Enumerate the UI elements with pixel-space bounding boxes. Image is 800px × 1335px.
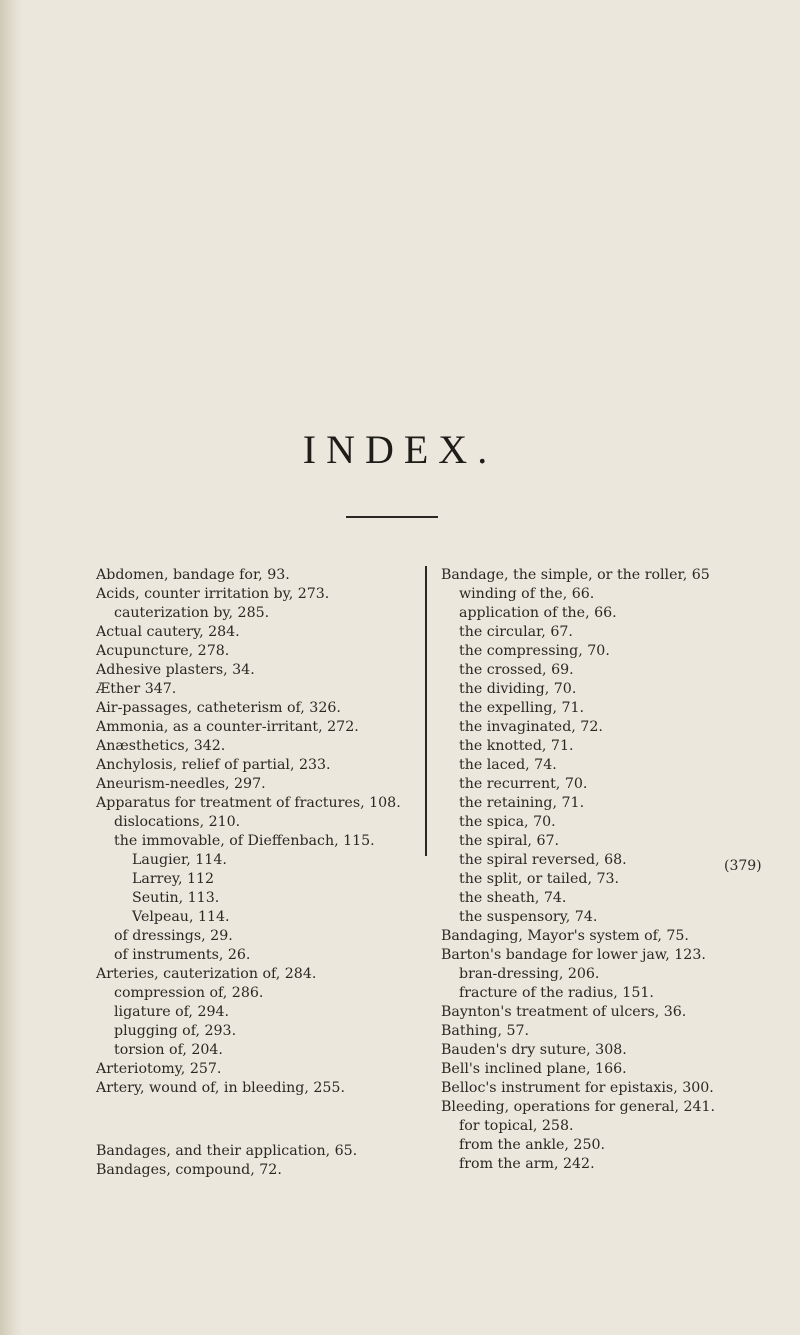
index-entry: fracture of the radius, 151. [459, 985, 654, 1001]
index-entry: Laugier, 114. [132, 852, 227, 868]
index-entry: Bell's inclined plane, 166. [441, 1061, 627, 1077]
page-title: INDEX. [302, 427, 498, 472]
index-entry: Anæsthetics, 342. [96, 738, 226, 754]
page-edge-shadow [0, 0, 22, 1335]
index-entry: the suspensory, 74. [459, 909, 598, 925]
index-entry: Arteriotomy, 257. [96, 1061, 222, 1077]
index-entry: Bandage, the simple, or the roller, 65 [441, 567, 710, 583]
index-entry: of instruments, 26. [114, 947, 251, 963]
index-entry: the spiral reversed, 68. [459, 852, 627, 868]
index-entry: ligature of, 294. [114, 1004, 230, 1020]
index-entry: the circular, 67. [459, 624, 573, 640]
index-entry: bran-dressing, 206. [459, 966, 600, 982]
index-entry: Bandaging, Mayor's system of, 75. [441, 928, 689, 944]
index-entry: Abdomen, bandage for, 93. [96, 567, 290, 583]
index-entry: Velpeau, 114. [132, 909, 230, 925]
index-entry: cauterization by, 285. [114, 605, 270, 621]
index-entry: the spica, 70. [459, 814, 556, 830]
index-entry: the immovable, of Dieffenbach, 115. [114, 833, 375, 849]
index-entry: the crossed, 69. [459, 662, 574, 678]
index-entry: Bauden's dry suture, 308. [441, 1042, 627, 1058]
index-left-column [96, 566, 412, 1180]
entry-gap [96, 1098, 412, 1142]
index-entry: the laced, 74. [459, 757, 557, 773]
index-entry: Belloc's instrument for epistaxis, 300. [441, 1080, 714, 1096]
index-entry: Larrey, 112 [132, 871, 215, 887]
index-entry: winding of the, 66. [459, 586, 595, 602]
index-entry: compression of, 286. [114, 985, 264, 1001]
index-entry: Baynton's treatment of ulcers, 36. [441, 1004, 687, 1020]
index-entry: Actual cautery, 284. [96, 624, 240, 640]
index-entry: Acupuncture, 278. [96, 643, 230, 659]
index-entry: Artery, wound of, in bleeding, 255. [96, 1080, 345, 1096]
index-entry: the spiral, 67. [459, 833, 560, 849]
index-entry: Æther 347. [96, 681, 177, 697]
index-entry: Arteries, cauterization of, 284. [96, 966, 317, 982]
index-entry: the knotted, 71. [459, 738, 574, 754]
index-entry: the retaining, 71. [459, 795, 585, 811]
index-entry: plugging of, 293. [114, 1023, 237, 1039]
page-number: (379) [724, 858, 762, 874]
index-entry: the expelling, 71. [459, 700, 585, 716]
index-entry: the invaginated, 72. [459, 719, 603, 735]
index-entry: Aneurism-needles, 297. [96, 776, 266, 792]
index-entry: Ammonia, as a counter-irritant, 272. [96, 719, 359, 735]
index-entry: Seutin, 113. [132, 890, 220, 906]
index-entry: the dividing, 70. [459, 681, 577, 697]
index-entry: the compressing, 70. [459, 643, 610, 659]
index-entry: dislocations, 210. [114, 814, 241, 830]
index-entry: for topical, 258. [459, 1118, 574, 1134]
index-entry: torsion of, 204. [114, 1042, 223, 1058]
index-entry: of dressings, 29. [114, 928, 233, 944]
index-entry: Bathing, 57. [441, 1023, 530, 1039]
index-entry: Bleeding, operations for general, 241. [441, 1099, 716, 1115]
title-rule [346, 516, 438, 518]
index-entry: Acids, counter irritation by, 273. [96, 586, 330, 602]
index-entry: from the ankle, 250. [459, 1137, 606, 1153]
index-entry: Air-passages, catheterism of, 326. [96, 700, 341, 716]
index-entry: Barton's bandage for lower jaw, 123. [441, 947, 706, 963]
index-entry: from the arm, 242. [459, 1156, 595, 1172]
index-entry: the split, or tailed, 73. [459, 871, 620, 887]
index-entry: Anchylosis, relief of partial, 233. [96, 757, 331, 773]
index-entry: Bandages, and their application, 65. [96, 1143, 358, 1159]
index-entry: the recurrent, 70. [459, 776, 588, 792]
index-entry: the sheath, 74. [459, 890, 567, 906]
index-entry: application of the, 66. [459, 605, 617, 621]
index-entry: Apparatus for treatment of fractures, 108. [96, 795, 401, 811]
index-entry: Adhesive plasters, 34. [96, 662, 255, 678]
index-entry: Bandages, compound, 72. [96, 1162, 282, 1178]
